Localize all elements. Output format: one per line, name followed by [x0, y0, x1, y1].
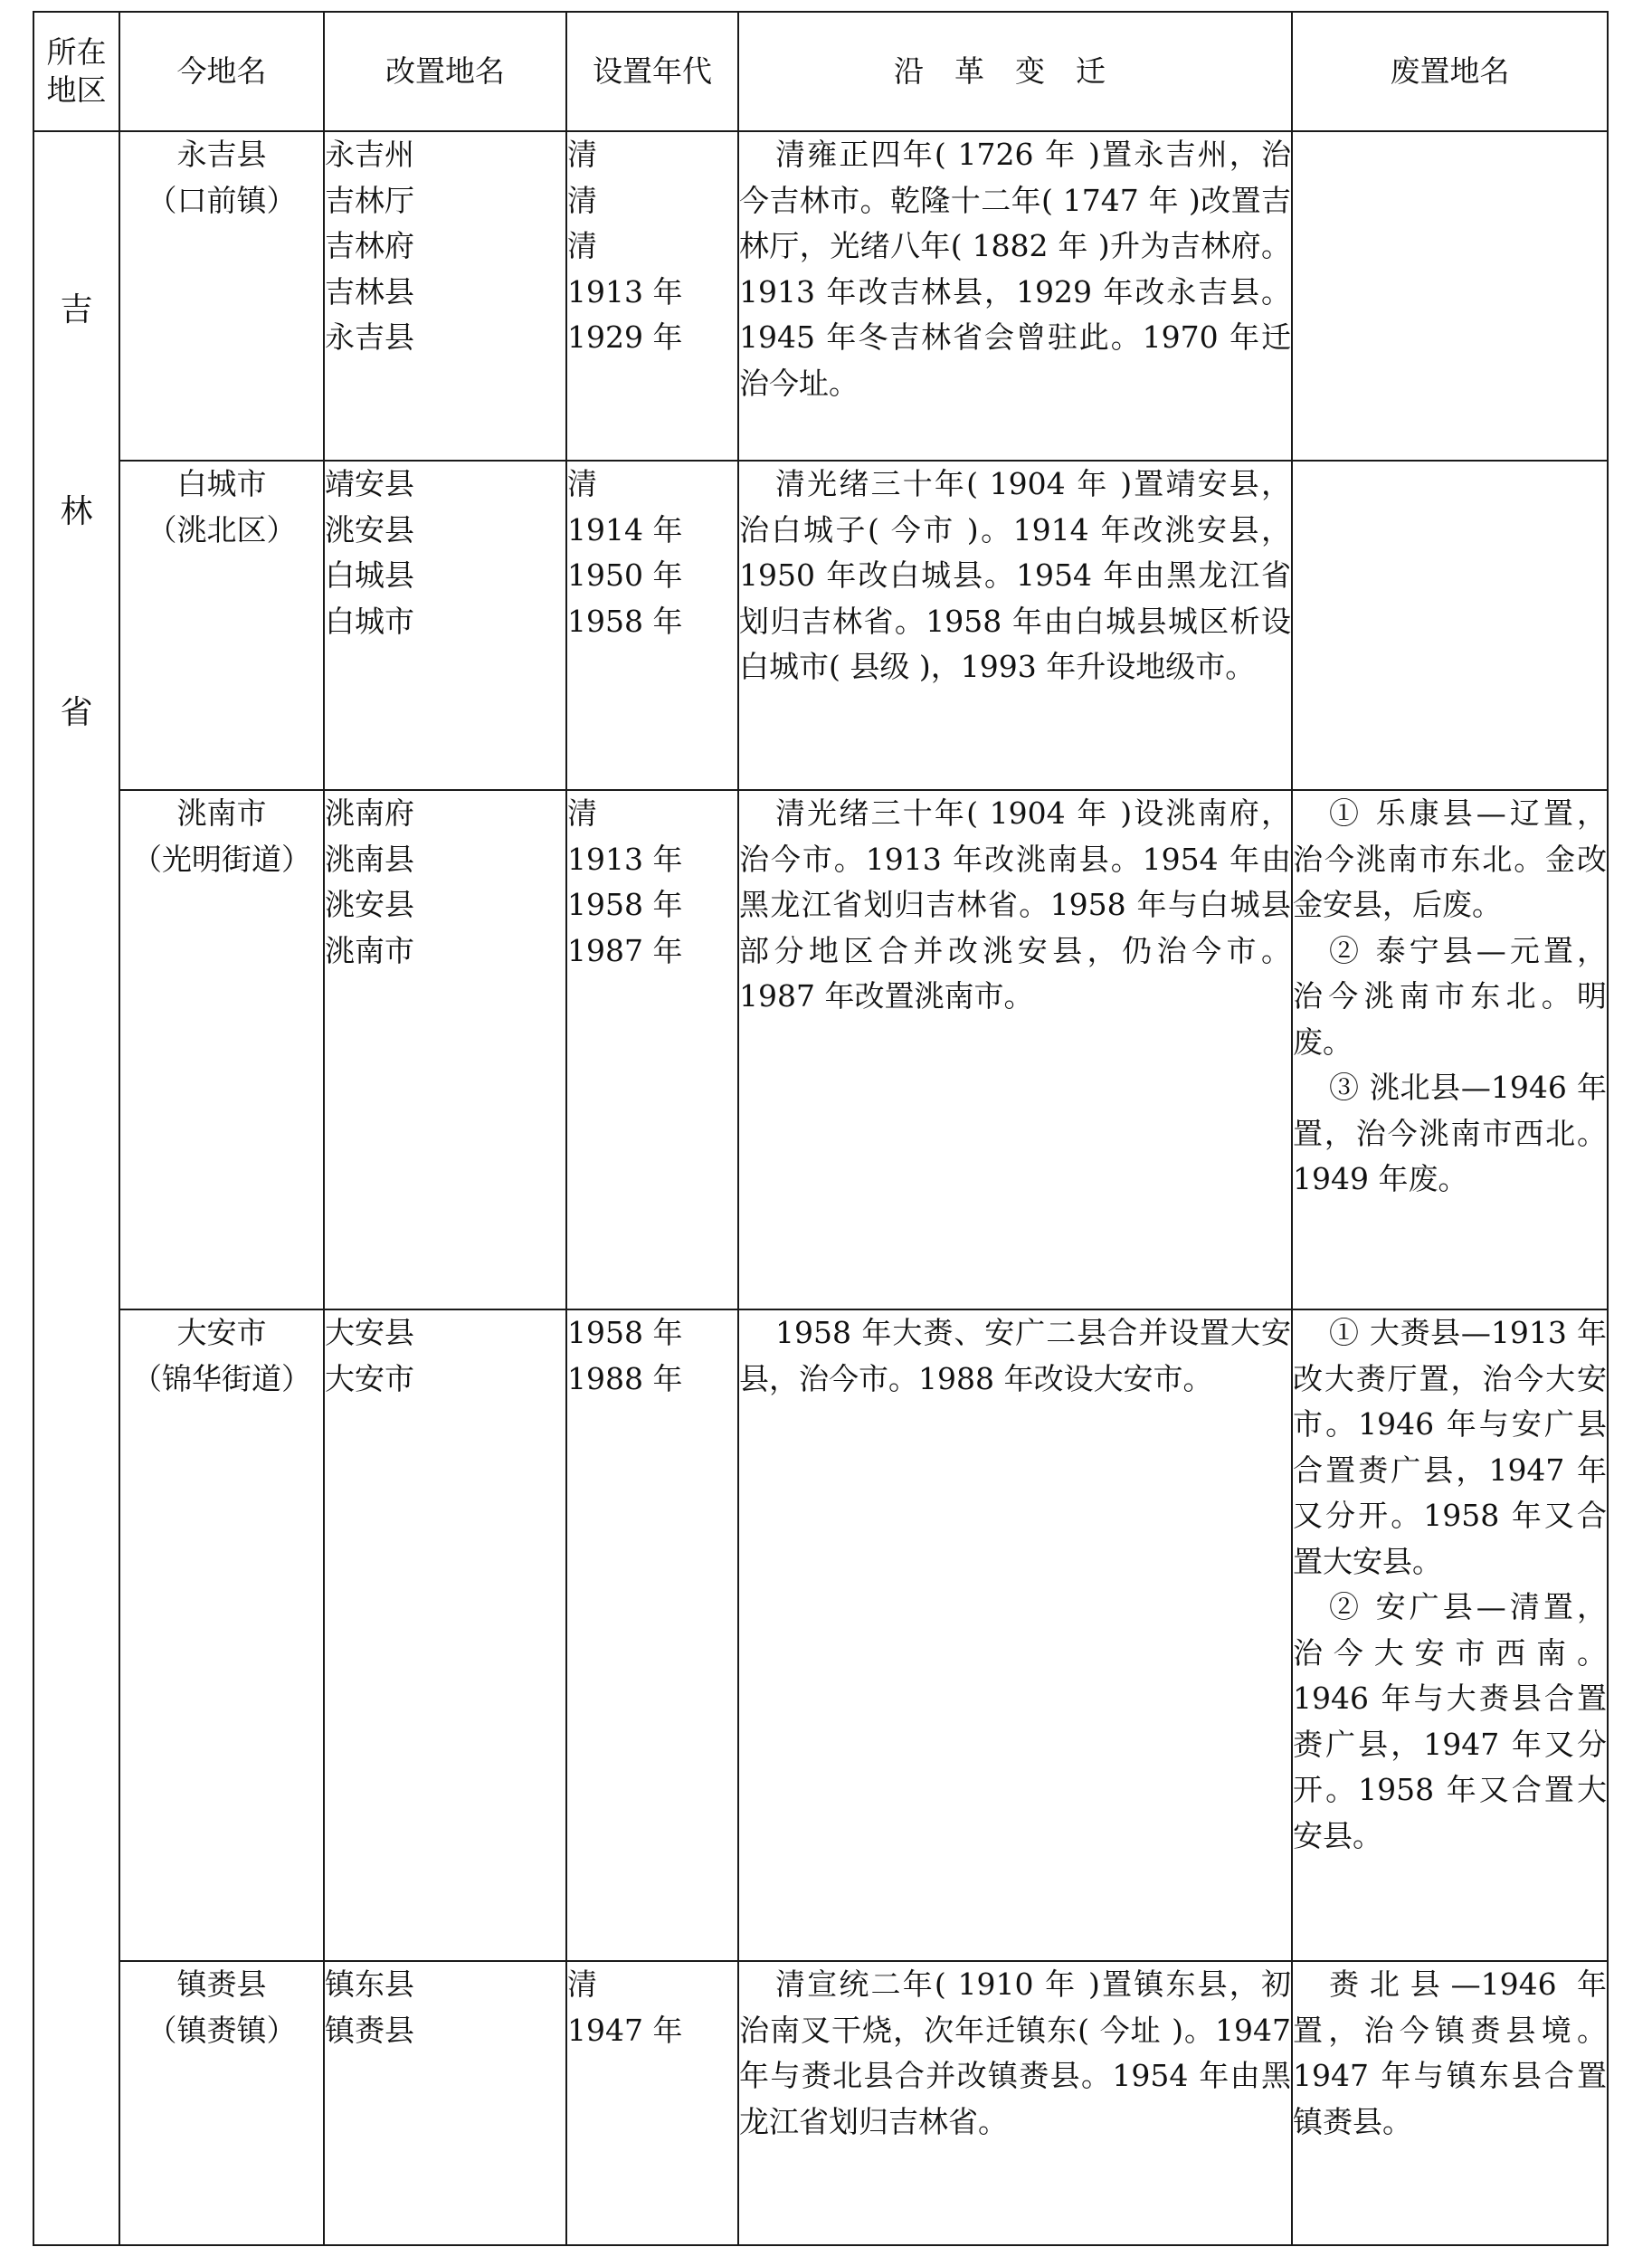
abolished-cell: [1292, 790, 1608, 1309]
header-row: [33, 12, 1608, 131]
year-value: 清: [567, 228, 597, 263]
year-value: 1913 年: [567, 273, 683, 309]
renamed-name: 大安县: [325, 1315, 414, 1350]
renamed-name: 洮南府: [325, 795, 414, 831]
renamed-name: 吉林厅: [325, 182, 414, 218]
history-cell: [738, 461, 1292, 790]
history-cell: [738, 1961, 1292, 2245]
header-abolished: 废置地名: [1292, 12, 1608, 131]
year-value: 1988 年: [567, 1360, 683, 1396]
today-seat: （口前镇）: [147, 182, 297, 218]
today-name: 镇赉县: [176, 1966, 267, 2002]
year-value: 1958 年: [567, 1315, 683, 1350]
renamed-name: 永吉县: [325, 319, 414, 355]
year-value: 清: [567, 137, 597, 172]
table-row: [33, 131, 1608, 461]
today-name-cell: [119, 1309, 324, 1961]
today-name: 洮南市: [176, 795, 267, 831]
renamed-names-cell: [324, 790, 566, 1309]
today-seat: （洮北区）: [147, 511, 297, 547]
abolished-cell: [1292, 1961, 1608, 2245]
year-value: 1987 年: [567, 932, 683, 968]
header-today-name: 今地名: [119, 12, 324, 131]
today-name-cell: [119, 131, 324, 461]
today-name-cell: [119, 790, 324, 1309]
today-name: 大安市: [176, 1315, 267, 1350]
years-cell: [566, 790, 738, 1309]
renamed-names-cell: [324, 1309, 566, 1961]
year-value: 清: [567, 182, 597, 218]
history-cell: [738, 790, 1292, 1309]
renamed-name: 洮南县: [325, 841, 414, 877]
table-row: [33, 1309, 1608, 1961]
region-char: 吉: [60, 291, 93, 328]
history-text: 清宣统二年( 1910 年 )置镇东县，初治南叉干烧，次年迁镇东( 今址 )。1947 年与赉北县合并改镇赉县。1954 年由黑龙江省划归吉林省。: [739, 1966, 1291, 2139]
today-seat: （锦华街道）: [132, 1360, 311, 1396]
renamed-name: 大安市: [325, 1360, 414, 1396]
region-char: 省: [60, 694, 93, 731]
today-name-cell: [119, 1961, 324, 2245]
year-value: 1947 年: [567, 2012, 683, 2048]
renamed-name: 洮南市: [325, 932, 414, 968]
today-name: 永吉县: [176, 137, 267, 172]
renamed-name: 靖安县: [325, 466, 414, 501]
abolished-entry: ③ 洮北县—1946 年置，治今洮南市西北。1949 年废。: [1293, 1070, 1607, 1196]
abolished-entry: ② 安广县—清置，治今大安市西南。1946 年与大赉县合置赉广县，1947 年又分开。1958 年又合置大安县。: [1293, 1589, 1607, 1853]
region-char: 林: [60, 492, 93, 530]
abolished-cell: [1292, 131, 1608, 461]
header-history: 沿革变迁: [738, 12, 1292, 131]
today-name-cell: [119, 461, 324, 790]
renamed-name: 白城市: [325, 603, 414, 639]
abolished-entry: ① 大赉县—1913 年改大赉厅置，治今大安市。1946 年与安广县合置赉广县，1947 年又分开。1958 年又合置大安县。: [1293, 1315, 1607, 1579]
years-cell: [566, 1961, 738, 2245]
header-renamed-name: 改置地名: [324, 12, 566, 131]
abolished-cell: [1292, 1309, 1608, 1961]
header-region-line2: 地区: [46, 72, 107, 108]
abolished-entry: ② 泰宁县—元置，治今洮南市东北。明废。: [1293, 932, 1607, 1060]
years-cell: [566, 461, 738, 790]
renamed-name: 镇赉县: [325, 2012, 414, 2048]
renamed-name: 吉林府: [325, 228, 414, 263]
history-text: 清光绪三十年( 1904 年 )置靖安县，治白城子( 今市 )。1914 年改洮安县，1950 年改白城县。1954 年由黑龙江省划归吉林省。1958 年由白城县城区析设白城市( 县级 )，1993 年升设地级市。: [739, 466, 1291, 684]
header-region-line1: 所在: [46, 34, 107, 70]
year-value: 1929 年: [567, 319, 683, 355]
renamed-names-cell: [324, 461, 566, 790]
renamed-names-cell: [324, 131, 566, 461]
renamed-name: 永吉州: [325, 137, 414, 172]
history-cell: [738, 131, 1292, 461]
abolished-entry: 赉北县—1946 年置，治今镇赉县境。1947 年与镇东县合置镇赉县。: [1293, 1966, 1607, 2139]
renamed-name: 镇东县: [325, 1966, 414, 2002]
renamed-name: 洮安县: [325, 887, 414, 922]
table-row: [33, 461, 1608, 790]
gazetteer-table: [33, 11, 1609, 2246]
history-cell: [738, 1309, 1292, 1961]
header-region: [33, 12, 119, 131]
table-row: [33, 1961, 1608, 2245]
abolished-entry: ① 乐康县—辽置，治今洮南市东北。金改金安县，后废。: [1293, 795, 1607, 922]
abolished-cell: [1292, 461, 1608, 790]
year-value: 清: [567, 1966, 597, 2002]
renamed-name: 吉林县: [325, 273, 414, 309]
today-name: 白城市: [176, 466, 267, 501]
table-row: [33, 790, 1608, 1309]
year-value: 1958 年: [567, 887, 683, 922]
history-text: 清光绪三十年( 1904 年 )设洮南府，治今市。1913 年改洮南县。1954 年由黑龙江省划归吉林省。1958 年与白城县部分地区合并改洮安县，仍治今市。1987 年改置洮南市。: [739, 795, 1291, 1014]
year-value: 1914 年: [567, 511, 683, 547]
today-seat: （镇赉镇）: [147, 2012, 297, 2048]
renamed-name: 白城县: [325, 557, 414, 593]
history-text: 清雍正四年( 1726 年 )置永吉州，治今吉林市。乾隆十二年( 1747 年 )改置吉林厅，光绪八年( 1882 年 )升为吉林府。1913 年改吉林县，1929 年改永吉县。1945 年冬吉林省会曾驻此。1970 年迁治今址。: [739, 137, 1291, 401]
today-seat: （光明街道）: [132, 841, 311, 877]
years-cell: [566, 131, 738, 461]
year-value: 1950 年: [567, 557, 683, 593]
renamed-name: 洮安县: [325, 511, 414, 547]
year-value: 清: [567, 466, 597, 501]
year-value: 清: [567, 795, 597, 831]
header-year: 设置年代: [566, 12, 738, 131]
year-value: 1913 年: [567, 841, 683, 877]
history-text: 1958 年大赉、安广二县合并设置大安县，治今市。1988 年改设大安市。: [739, 1315, 1291, 1396]
region-cell: [33, 131, 119, 2245]
renamed-names-cell: [324, 1961, 566, 2245]
year-value: 1958 年: [567, 603, 683, 639]
years-cell: [566, 1309, 738, 1961]
